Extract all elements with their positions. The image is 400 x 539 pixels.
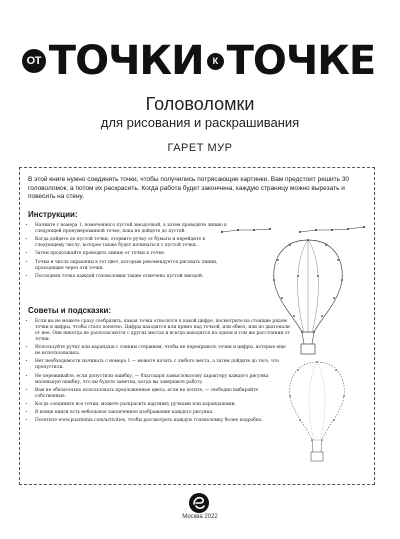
list-item: • В конце книги есть небольшое законченное изображение каждого рисунка. (35, 410, 290, 416)
publisher-logo-icon (188, 492, 210, 514)
list-item: • Посетите www.puzzlemix.com/activities, чтобы рассмотреть каждую головоломку более подробно. (35, 418, 290, 424)
list-item: • Последняя точка каждой головоломки также отмечена пустой звездой. (35, 274, 227, 280)
title-word-1: ТОЧКИ (48, 38, 204, 84)
list-item: • Начните с номера 1, помеченного пустой звездочкой, а затем проводите линию к следующей пронумерованной точке, пока не дойдете до пустой. (35, 223, 227, 235)
title-word-2: ТОЧКЕ (226, 38, 376, 84)
tips-heading: Советы и подсказки: (28, 306, 112, 315)
book-title (0, 38, 400, 84)
tips-list (28, 319, 290, 427)
intro-text: В этой книге нужно соединять точки, чтобы получились потрясающие картинки. Вам предстоит решить 30 головоломок, а потом их раскрасить. Когда работа будет закончена, каждую страницу можно вырезать и повесить на стену. (28, 176, 350, 201)
list-item: • Используйте ручку или карандаш с тонким стержнем, чтобы не перекрывать точки и цифры, которые еще не использовались. (35, 345, 290, 357)
title-circle-from: ОТ (22, 49, 46, 73)
list-item: • Точки и числа окрашены в тот цвет, которым рекомендуется рисовать линии, проходящие через эти точки. (35, 260, 227, 272)
list-item: • Когда соедините все точки, можете раскрасить картинку ручками или карандашами. (35, 402, 290, 408)
instructions-box (19, 167, 375, 485)
city-year: Москва 2022 (182, 514, 218, 520)
list-item: • Вам не обязательно использовать предложенные цвета, если не хотите, — свободно выбирайте собственные. (35, 388, 290, 400)
subtitle-main: Головоломки (145, 94, 255, 114)
small-balloon-dots-icon (282, 358, 352, 473)
list-item: • Когда дойдете до пустой точки, оторвите ручку от бумаги и перейдите к следующему числу, которое также будет начинаться с пустой точки. (35, 237, 227, 249)
list-item: • Затем продолжайте проводить линию от точки к точке. (35, 251, 227, 257)
instructions-heading: Инструкции: (28, 210, 78, 219)
title-circle-to: К (207, 53, 224, 70)
list-item: • Нет необходимости начинать с номера 1 — можете начать с любого места, а затем дойдите до того, что пропустили. (35, 359, 290, 371)
author-name: ГАРЕТ МУР (167, 142, 233, 154)
subtitle-secondary: для рисования и раскрашивания (100, 115, 300, 130)
list-item: • Не переживайте, если допустили ошибку, — благодаря замысловатому характеру каждого рисунка маленькую ошибку, что вы будете заметна, когда вы завершите работу. (35, 374, 290, 386)
instructions-list (28, 223, 227, 282)
list-item: • Если вы не можете сразу сообразить, какая точка относится к какой цифре, посмотрите на стоящие рядом точки и цифры, чтобы стало понятно. Цифры находятся или прямо над точкой, или обвел, или по диагонали от нее. Они никогда не располагаются с других местах и всегда находятся на одном и том же расстоянии от точки. (35, 319, 290, 343)
